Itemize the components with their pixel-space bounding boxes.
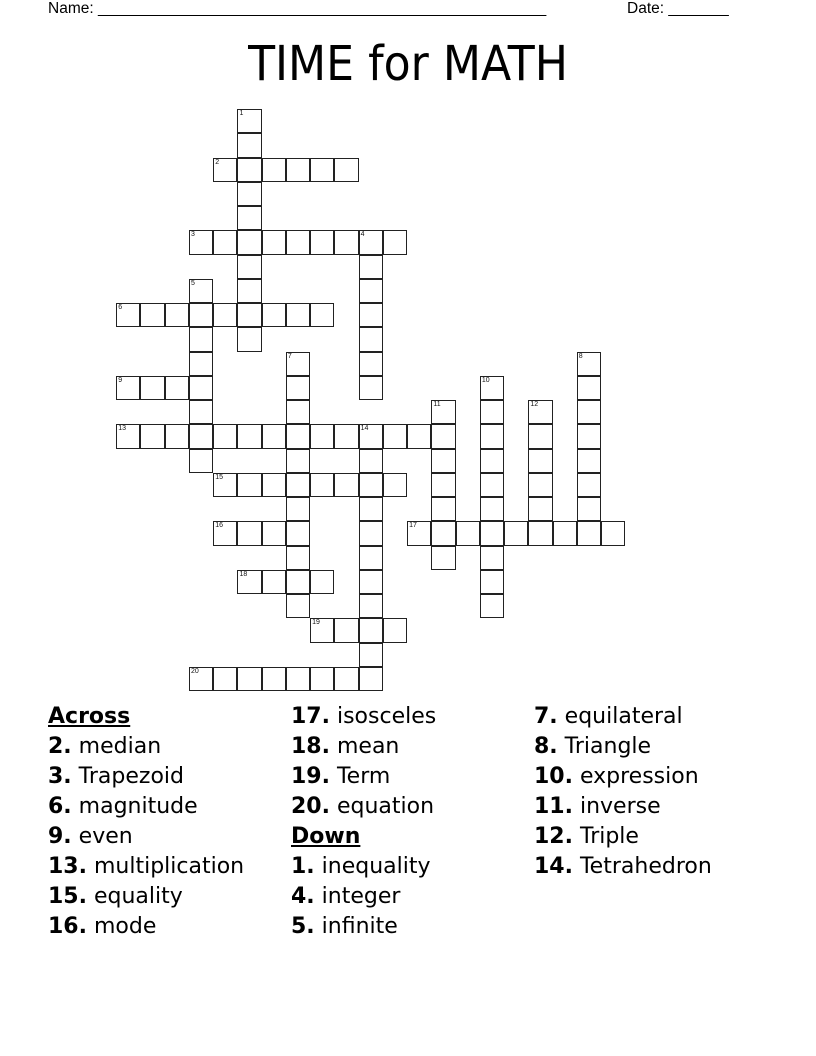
grid-cell[interactable]: [237, 182, 261, 206]
grid-cell[interactable]: [577, 352, 601, 376]
grid-cell[interactable]: [383, 230, 407, 254]
grid-cell[interactable]: [577, 400, 601, 424]
grid-cell[interactable]: [359, 521, 383, 545]
clue-number: 12.: [534, 824, 573, 849]
cell-number: 4: [360, 231, 365, 239]
cell-number: 2: [215, 158, 220, 166]
clue-across-6: [48, 792, 244, 822]
grid-cell[interactable]: [286, 667, 310, 691]
grid-cell[interactable]: [310, 570, 334, 594]
clues-column-2: [291, 702, 436, 942]
grid-cell[interactable]: [213, 521, 237, 545]
clue-text: infinite: [321, 914, 398, 939]
grid-cell[interactable]: [286, 473, 310, 497]
grid-cell[interactable]: [237, 133, 261, 157]
clue-down-5: [291, 912, 436, 942]
grid-cell[interactable]: [140, 376, 164, 400]
grid-cell[interactable]: [189, 667, 213, 691]
grid-cell[interactable]: [407, 424, 431, 448]
grid-cell[interactable]: [480, 473, 504, 497]
grid-cell[interactable]: [140, 424, 164, 448]
grid-cell[interactable]: [480, 546, 504, 570]
cell-number: 6: [118, 304, 123, 312]
grid-cell[interactable]: [480, 570, 504, 594]
grid-cell[interactable]: [262, 667, 286, 691]
grid-cell[interactable]: [334, 158, 358, 182]
grid-cell[interactable]: [189, 352, 213, 376]
grid-cell[interactable]: [577, 376, 601, 400]
clue-text: equality: [93, 884, 183, 909]
clue-number: 5.: [291, 914, 315, 939]
grid-cell[interactable]: [431, 473, 455, 497]
grid-cell[interactable]: [480, 594, 504, 618]
grid-cell[interactable]: [237, 255, 261, 279]
clue-text: median: [78, 734, 162, 759]
grid-cell[interactable]: [359, 376, 383, 400]
clue-down-8: [534, 732, 712, 762]
grid-cell[interactable]: [359, 449, 383, 473]
grid-cell[interactable]: [334, 667, 358, 691]
clue-number: 7.: [534, 704, 558, 729]
cell-number: 19: [312, 619, 320, 627]
clue-number: 10.: [534, 764, 573, 789]
grid-cell[interactable]: [189, 279, 213, 303]
grid-cell[interactable]: [286, 424, 310, 448]
across-heading: Across: [48, 704, 131, 729]
grid-cell[interactable]: [431, 424, 455, 448]
clue-down-4: [291, 882, 436, 912]
grid-cell[interactable]: [189, 303, 213, 327]
cell-number: 13: [118, 425, 127, 433]
cell-number: 15: [215, 473, 223, 481]
clues-column-1: [48, 702, 244, 942]
clue-number: 2.: [48, 734, 72, 759]
grid-cell[interactable]: [237, 303, 261, 327]
clue-across-2: [48, 732, 244, 762]
date-field[interactable]: [627, 0, 729, 18]
grid-cell[interactable]: [116, 303, 140, 327]
clue-number: 15.: [48, 884, 87, 909]
grid-cell[interactable]: [431, 546, 455, 570]
clue-number: 9.: [48, 824, 72, 849]
clue-across-18: [291, 732, 436, 762]
grid-cell[interactable]: [213, 473, 237, 497]
clue-down-12: [534, 822, 712, 852]
grid-cell[interactable]: [237, 279, 261, 303]
cell-number: 20: [190, 667, 199, 675]
grid-cell[interactable]: [237, 206, 261, 230]
clue-text: inverse: [579, 794, 661, 819]
clue-number: 8.: [534, 734, 558, 759]
clue-number: 6.: [48, 794, 72, 819]
grid-cell[interactable]: [262, 230, 286, 254]
cell-number: 5: [190, 279, 195, 287]
down-heading: Down: [291, 824, 361, 849]
grid-cell[interactable]: [359, 594, 383, 618]
clue-across-13: [48, 852, 244, 882]
grid-cell[interactable]: [359, 618, 383, 642]
grid-cell[interactable]: [310, 158, 334, 182]
clue-text: isosceles: [336, 704, 437, 729]
grid-cell[interactable]: [359, 255, 383, 279]
clue-text: magnitude: [78, 794, 198, 819]
grid-cell[interactable]: [286, 376, 310, 400]
clue-across-20: [291, 792, 436, 822]
grid-cell[interactable]: [480, 521, 504, 545]
name-field[interactable]: [48, 0, 546, 18]
grid-cell[interactable]: [165, 303, 189, 327]
grid-cell[interactable]: [480, 449, 504, 473]
grid-cell[interactable]: [334, 618, 358, 642]
grid-cell[interactable]: [359, 303, 383, 327]
grid-cell[interactable]: [286, 449, 310, 473]
grid-cell[interactable]: [383, 424, 407, 448]
grid-cell[interactable]: [431, 521, 455, 545]
grid-cell[interactable]: [165, 424, 189, 448]
grid-cell[interactable]: [359, 352, 383, 376]
clue-across-3: [48, 762, 244, 792]
date-label: Date:: [627, 0, 665, 17]
grid-cell[interactable]: [262, 158, 286, 182]
cell-number: 9: [118, 376, 123, 384]
grid-cell[interactable]: [237, 230, 261, 254]
clue-number: 11.: [534, 794, 573, 819]
grid-cell[interactable]: [383, 473, 407, 497]
grid-cell[interactable]: [480, 400, 504, 424]
grid-cell[interactable]: [286, 400, 310, 424]
grid-cell[interactable]: [334, 424, 358, 448]
grid-cell[interactable]: [262, 570, 286, 594]
clue-text: mean: [336, 734, 400, 759]
grid-cell[interactable]: [262, 473, 286, 497]
grid-cell[interactable]: [310, 618, 334, 642]
clue-text: Tetrahedron: [579, 854, 712, 879]
grid-cell[interactable]: [359, 643, 383, 667]
grid-cell[interactable]: [262, 521, 286, 545]
grid-cell[interactable]: [407, 521, 431, 545]
clue-number: 4.: [291, 884, 315, 909]
grid-cell[interactable]: [359, 279, 383, 303]
grid-cell[interactable]: [310, 230, 334, 254]
grid-cell[interactable]: [577, 449, 601, 473]
clue-across-15: [48, 882, 244, 912]
grid-cell[interactable]: [310, 424, 334, 448]
clue-number: 3.: [48, 764, 72, 789]
grid-cell[interactable]: [359, 327, 383, 351]
grid-cell[interactable]: [528, 497, 552, 521]
crossword-grid: [117, 110, 637, 700]
grid-cell[interactable]: [213, 230, 237, 254]
grid-cell[interactable]: [431, 449, 455, 473]
grid-cell[interactable]: [577, 521, 601, 545]
grid-cell[interactable]: [237, 570, 261, 594]
cell-number: 8: [578, 352, 583, 360]
grid-cell[interactable]: [528, 424, 552, 448]
name-label: Name:: [48, 0, 94, 17]
grid-cell[interactable]: [431, 497, 455, 521]
grid-cell[interactable]: [359, 497, 383, 521]
grid-cell[interactable]: [189, 400, 213, 424]
clue-number: 20.: [291, 794, 330, 819]
grid-cell[interactable]: [359, 667, 383, 691]
clue-text: mode: [93, 914, 157, 939]
grid-cell[interactable]: [528, 449, 552, 473]
grid-cell[interactable]: [213, 424, 237, 448]
grid-cell[interactable]: [286, 521, 310, 545]
grid-cell[interactable]: [359, 230, 383, 254]
clue-text: even: [78, 824, 133, 849]
grid-cell[interactable]: [310, 473, 334, 497]
clue-down-11: [534, 792, 712, 822]
grid-cell[interactable]: [553, 521, 577, 545]
grid-cell[interactable]: [237, 327, 261, 351]
grid-cell[interactable]: [577, 497, 601, 521]
name-blank[interactable]: ____________________________________________________: [97, 0, 547, 17]
grid-cell[interactable]: [189, 449, 213, 473]
grid-cell[interactable]: [577, 424, 601, 448]
grid-cell[interactable]: [456, 521, 480, 545]
date-blank[interactable]: _______: [668, 0, 729, 17]
grid-cell[interactable]: [237, 667, 261, 691]
cell-number: 7: [287, 352, 292, 360]
clue-number: 19.: [291, 764, 330, 789]
clue-across-9: [48, 822, 244, 852]
grid-cell[interactable]: [140, 303, 164, 327]
grid-cell[interactable]: [334, 230, 358, 254]
clue-number: 13.: [48, 854, 87, 879]
grid-cell[interactable]: [286, 570, 310, 594]
grid-cell[interactable]: [528, 521, 552, 545]
grid-cell[interactable]: [286, 230, 310, 254]
cell-number: 3: [190, 231, 195, 239]
clue-text: equilateral: [564, 704, 683, 729]
cell-number: 14: [360, 425, 369, 433]
grid-cell[interactable]: [286, 352, 310, 376]
grid-cell[interactable]: [237, 424, 261, 448]
clue-text: inequality: [321, 854, 431, 879]
clue-down-14: [534, 852, 712, 882]
grid-cell[interactable]: [334, 473, 358, 497]
grid-cell[interactable]: [480, 376, 504, 400]
clue-text: Triangle: [564, 734, 652, 759]
grid-cell[interactable]: [189, 376, 213, 400]
grid-cell[interactable]: [237, 158, 261, 182]
grid-cell[interactable]: [213, 667, 237, 691]
grid-cell[interactable]: [237, 473, 261, 497]
grid-cell[interactable]: [189, 230, 213, 254]
clue-text: expression: [579, 764, 699, 789]
grid-cell[interactable]: [286, 497, 310, 521]
grid-cell[interactable]: [359, 424, 383, 448]
grid-cell[interactable]: [262, 424, 286, 448]
grid-cell[interactable]: [189, 424, 213, 448]
cell-number: 17: [409, 522, 417, 530]
grid-cell[interactable]: [237, 109, 261, 133]
clue-text: equation: [336, 794, 435, 819]
grid-cell[interactable]: [310, 667, 334, 691]
grid-cell[interactable]: [213, 303, 237, 327]
grid-cell[interactable]: [310, 303, 334, 327]
clue-text: integer: [321, 884, 401, 909]
grid-cell[interactable]: [577, 473, 601, 497]
cell-number: 18: [239, 570, 248, 578]
grid-cell[interactable]: [116, 376, 140, 400]
clue-number: 18.: [291, 734, 330, 759]
page-title: TIME for MATH: [248, 36, 568, 92]
cell-number: 10: [481, 376, 490, 384]
clue-number: 16.: [48, 914, 87, 939]
grid-cell[interactable]: [286, 158, 310, 182]
grid-cell[interactable]: [383, 618, 407, 642]
grid-cell[interactable]: [165, 376, 189, 400]
grid-cell[interactable]: [286, 594, 310, 618]
clue-text: Triple: [579, 824, 639, 849]
grid-cell[interactable]: [237, 521, 261, 545]
clue-across-17: [291, 702, 436, 732]
clue-text: Term: [336, 764, 391, 789]
grid-cell[interactable]: [286, 546, 310, 570]
grid-cell[interactable]: [601, 521, 625, 545]
cell-number: 16: [215, 522, 223, 530]
grid-cell[interactable]: [359, 570, 383, 594]
grid-cell[interactable]: [359, 473, 383, 497]
grid-cell[interactable]: [528, 473, 552, 497]
clue-down-1: [291, 852, 436, 882]
clue-number: 14.: [534, 854, 573, 879]
grid-cell[interactable]: [504, 521, 528, 545]
clue-text: multiplication: [93, 854, 245, 879]
grid-cell[interactable]: [528, 400, 552, 424]
cell-number: 1: [239, 110, 244, 118]
clue-down-10: [534, 762, 712, 792]
clue-down-7: [534, 702, 712, 732]
cell-number: 12: [530, 401, 539, 409]
clue-across-16: [48, 912, 244, 942]
clue-number: 17.: [291, 704, 330, 729]
grid-cell[interactable]: [262, 303, 286, 327]
grid-cell[interactable]: [189, 327, 213, 351]
grid-cell[interactable]: [286, 303, 310, 327]
grid-cell[interactable]: [359, 546, 383, 570]
grid-cell[interactable]: [431, 400, 455, 424]
grid-cell[interactable]: [213, 158, 237, 182]
grid-cell[interactable]: [480, 424, 504, 448]
clue-across-19: [291, 762, 436, 792]
grid-cell[interactable]: [480, 497, 504, 521]
cell-number: 11: [433, 401, 441, 409]
clue-number: 1.: [291, 854, 315, 879]
grid-cell[interactable]: [116, 424, 140, 448]
clue-text: Trapezoid: [78, 764, 184, 789]
clues-column-3: [534, 702, 712, 882]
